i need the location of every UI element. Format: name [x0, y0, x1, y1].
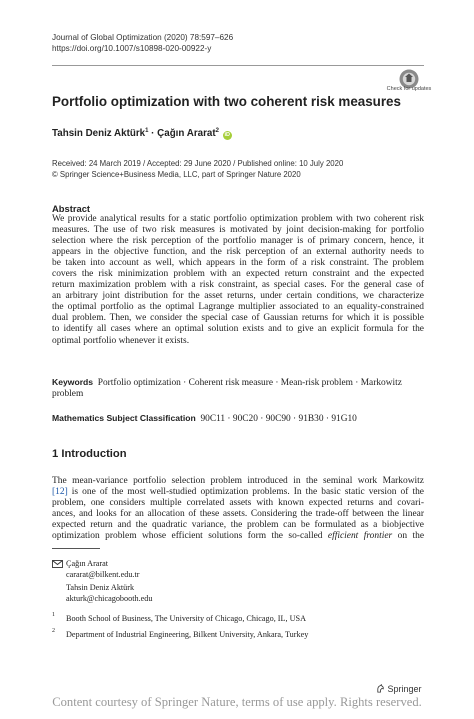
footnote-divider	[52, 548, 100, 549]
contact-email[interactable]: cararat@bilkent.edu.tr	[66, 569, 140, 579]
abstract-body	[52, 214, 424, 347]
abstract-line: appears in the objective function, and the risk perception of an external authority needs to	[52, 247, 424, 258]
affiliation-number: 1	[52, 612, 55, 618]
author-name[interactable]: Çağın Ararat	[157, 128, 216, 139]
contact-email[interactable]: akturk@chicagobooth.edu	[66, 593, 153, 603]
abstract-line: We provide analytical results for a static portfolio optimization problem with two coherent risk	[52, 214, 424, 224]
abstract-line: an arbitrary joint distribution for the asset returns, under certain conditions, we characterize	[52, 291, 424, 302]
doi-link[interactable]: https://doi.org/10.1007/s10898-020-00922-y	[52, 44, 212, 53]
affiliation-text: Department of Industrial Engineering, Bilkent University, Ankara, Turkey	[66, 630, 309, 639]
intro-line	[52, 487, 424, 498]
intro-line	[52, 531, 424, 542]
intro-line: The mean-variance portfolio selection problem introduced in the seminal work Markowitz	[52, 476, 424, 486]
publication-dates	[52, 159, 343, 180]
introduction-body	[52, 476, 424, 542]
journal-citation: Journal of Global Optimization (2020) 78:597–626	[52, 33, 234, 42]
abstract-line: the optimal portfolio as the optimal Lagrange multiplier associated to an equality-constrained	[52, 302, 424, 313]
abstract-line: covers the risk minimization problem with an expected return constraint and the expected	[52, 269, 424, 280]
abstract-line: dual problem. Then, we consider the special case of Gaussian returns for which it is possible	[52, 313, 424, 324]
author-affiliation-mark: 2	[215, 128, 219, 134]
intro-line: expected return and the quadratic variance, the problem can be formulated as a biobjective	[52, 520, 424, 531]
affiliation	[52, 614, 412, 626]
msc-codes: 90C11 · 90C20 · 90C90 · 91B30 · 91G10	[200, 414, 357, 424]
courtesy-notice: Content courtesy of Springer Nature, terms of use apply. Rights reserved.	[52, 695, 422, 709]
keywords	[52, 377, 424, 401]
springer-horse-icon	[376, 684, 385, 693]
keywords-list: Portfolio optimization · Coherent risk measure · Mean-risk problem · Markowitz	[97, 378, 402, 388]
affiliation	[52, 630, 412, 642]
intro-line: problem, one considers multiple correlated assets with known expected returns and covari-	[52, 498, 424, 509]
keywords-list-continued: problem	[52, 389, 84, 400]
abstract-heading: Abstract	[52, 203, 91, 214]
history-dates: Received: 24 March 2019 / Accepted: 29 June 2020 / Published online: 10 July 2020	[52, 159, 344, 168]
intro-line-text: on the	[392, 531, 425, 542]
contact-name: Çağın Ararat	[66, 559, 109, 568]
paper-title: Portfolio optimization with two coherent risk measures	[52, 94, 401, 109]
keywords-label: Keywords	[52, 377, 94, 387]
check-for-updates-label: Check for updates	[386, 86, 432, 92]
author-separator: ·	[151, 128, 155, 139]
abstract-line: return maximization problem with a risk constraint, as special cases. For the general case of	[52, 280, 424, 291]
header-divider	[52, 65, 424, 66]
intro-line-text: is one of the most well-studied optimization problems. In the basic static version of the	[67, 487, 424, 498]
abstract-line: measures. The use of two risk measures is motivated by joint decision-making for portfolio	[52, 225, 424, 236]
abstract-line: to identify all cases where an optimal solution exists and to give an explicit formula for the	[52, 324, 424, 335]
intro-line-text: optimization problem whose efficient solutions form the so-called	[52, 531, 328, 542]
copyright-line: © Springer Science+Business Media, LLC, part of Springer Nature 2020	[52, 169, 301, 179]
msc-label: Mathematics Subject Classification	[52, 413, 196, 423]
envelope-icon	[52, 560, 63, 568]
affiliation-text: Booth School of Business, The University of Chicago, Chicago, IL, USA	[66, 614, 306, 623]
author-affiliation-mark: 1	[145, 128, 149, 134]
section-heading-introduction: 1 Introduction	[52, 448, 127, 460]
abstract-line: be taken into account as well, which appears in the form of a risk constraint. The problem	[52, 258, 424, 269]
msc-classification	[52, 413, 357, 424]
publisher-name: Springer	[387, 684, 422, 694]
emphasis-term: efficient frontier	[327, 531, 393, 542]
abstract-line: selection where the risk perception of the portfolio manager is of primary concern, hence, it	[52, 236, 424, 247]
affiliation-number: 2	[52, 628, 55, 634]
corresponding-author	[52, 560, 352, 608]
citation-link[interactable]: [12]	[52, 487, 68, 498]
orcid-icon[interactable]: iD	[224, 132, 230, 138]
abstract-line: optimal portfolio whenever it exists.	[52, 335, 190, 346]
intro-line: ances, and looks for an allocation of these assets. Considering the trade-off between the linear	[52, 509, 424, 520]
author-list	[52, 128, 232, 140]
journal-header	[52, 32, 233, 54]
contact-name: Tahsin Deniz Aktürk	[66, 583, 135, 592]
author-name[interactable]: Tahsin Deniz Aktürk	[52, 128, 146, 139]
publisher-logo	[376, 684, 422, 694]
